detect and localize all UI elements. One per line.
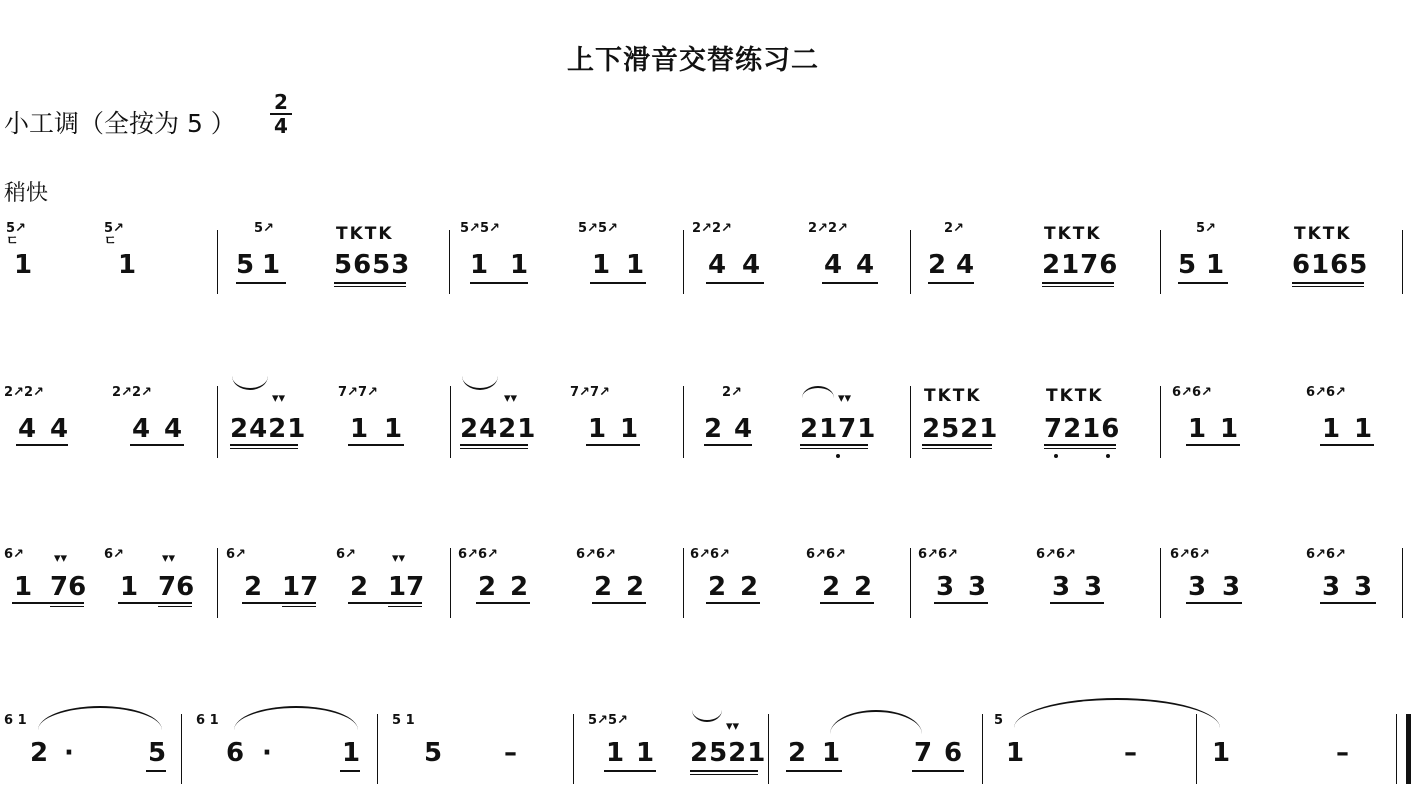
jianpu-note: 1	[384, 414, 403, 444]
jianpu-note: 2	[788, 738, 807, 768]
barline	[217, 386, 218, 458]
jianpu-note: 76	[50, 572, 87, 602]
barline	[1160, 230, 1161, 294]
jianpu-note: 4	[856, 250, 875, 280]
jianpu-note: 2	[244, 572, 263, 602]
jianpu-note: 1	[262, 250, 281, 280]
jianpu-note: 1	[626, 250, 645, 280]
jianpu-note: 2521	[690, 738, 767, 768]
jianpu-note: 1	[1212, 738, 1231, 768]
barline	[449, 230, 450, 294]
underline	[690, 774, 758, 775]
tonguing-mark: TKTK	[924, 386, 982, 406]
jianpu-note: 1	[592, 250, 611, 280]
underline	[1042, 286, 1114, 287]
lower-octave-dot	[1054, 454, 1058, 458]
barline	[1402, 230, 1403, 294]
jianpu-note: 1	[588, 414, 607, 444]
barline	[450, 386, 451, 458]
jianpu-note: 7216	[1044, 414, 1121, 444]
grace-note: 6↗	[336, 547, 356, 562]
jianpu-note: 1	[510, 250, 529, 280]
grace-note: 6↗6↗	[576, 547, 616, 562]
time-sig-bottom: 4	[274, 114, 288, 138]
jianpu-note: 2	[740, 572, 759, 602]
jianpu-note: 1	[1006, 738, 1025, 768]
underline	[704, 444, 752, 446]
grace-note: 6↗	[104, 547, 124, 562]
jianpu-note: 2	[854, 572, 873, 602]
underline	[1292, 282, 1364, 284]
jianpu-note: 4	[742, 250, 761, 280]
barline	[181, 714, 182, 784]
jianpu-note: 3	[968, 572, 987, 602]
underline	[1320, 444, 1374, 446]
lower-octave-dot	[1106, 454, 1110, 458]
underline	[334, 282, 406, 284]
jianpu-note: 5	[236, 250, 255, 280]
underline	[118, 602, 192, 604]
barline	[683, 548, 684, 618]
grace-note: 6↗6↗	[458, 547, 498, 562]
grace-note: 6↗6↗	[1306, 385, 1346, 400]
jianpu-note: 2521	[922, 414, 999, 444]
jianpu-note: 1	[620, 414, 639, 444]
tempo-marking: 稍快	[4, 181, 49, 206]
jianpu-note: 1	[1322, 414, 1341, 444]
underline	[690, 770, 758, 772]
barline	[217, 230, 218, 294]
jianpu-note: 5	[1178, 250, 1197, 280]
underline	[922, 444, 992, 446]
underline	[1178, 282, 1228, 284]
barline	[683, 230, 684, 294]
grace-note: 6↗6↗	[1036, 547, 1076, 562]
accent-mark: ▾▾	[392, 551, 406, 566]
piece-title: 上下滑音交替练习二	[567, 45, 819, 76]
slur-arc	[1014, 698, 1220, 728]
underline	[820, 602, 874, 604]
jianpu-note: 2	[704, 414, 723, 444]
underline	[800, 444, 868, 446]
slur-arc	[38, 706, 162, 730]
jianpu-note: 1	[342, 738, 361, 768]
underline	[934, 602, 988, 604]
jianpu-note: 2	[30, 738, 49, 768]
jianpu-note: 1	[120, 572, 139, 602]
grace-note: 6↗6↗	[1170, 547, 1210, 562]
underline	[1320, 602, 1376, 604]
underline	[1292, 286, 1364, 287]
jianpu-note: 4	[824, 250, 843, 280]
jianpu-note: 1	[350, 414, 369, 444]
grace-note: 5↗ ㄷ	[6, 221, 26, 249]
jianpu-note: 6	[944, 738, 963, 768]
jianpu-note: 4	[956, 250, 975, 280]
jianpu-note: 2	[822, 572, 841, 602]
underline	[922, 448, 992, 449]
grace-note: 6↗	[226, 547, 246, 562]
lower-octave-dot	[836, 454, 840, 458]
barline	[910, 230, 911, 294]
grace-note: 2↗2↗	[692, 221, 732, 236]
accent-mark: ▾▾	[162, 551, 176, 566]
underline	[130, 444, 184, 446]
underline	[230, 448, 298, 449]
underline	[230, 444, 298, 446]
grace-note: 2↗2↗	[808, 221, 848, 236]
grace-note: 6↗6↗	[918, 547, 958, 562]
grace-note: 6↗	[4, 547, 24, 562]
time-signature	[270, 92, 292, 136]
jianpu-note: 6165	[1292, 250, 1369, 280]
underline	[146, 770, 166, 772]
underline	[604, 770, 656, 772]
jianpu-note: 2	[350, 572, 369, 602]
barline	[450, 548, 451, 618]
key-text: 小工调（全按为 5 ）	[4, 109, 236, 138]
jianpu-note: 1	[1206, 250, 1225, 280]
underline	[242, 602, 316, 604]
jianpu-note: 1	[470, 250, 489, 280]
accent-mark: ▾▾	[54, 551, 68, 566]
jianpu-note: 7	[914, 738, 933, 768]
barline	[1196, 714, 1197, 784]
jianpu-note: 2	[594, 572, 613, 602]
grace-note: 6↗6↗	[806, 547, 846, 562]
underline	[1044, 448, 1116, 449]
jianpu-note: 5	[424, 738, 443, 768]
jianpu-note: 4	[132, 414, 151, 444]
accent-mark: ▾▾	[726, 719, 740, 734]
jianpu-note: –	[1124, 738, 1137, 768]
slur-arc	[830, 710, 922, 734]
jianpu-note: 1	[14, 572, 33, 602]
barline	[910, 386, 911, 458]
jianpu-note: 1	[822, 738, 841, 768]
jianpu-note: 2176	[1042, 250, 1119, 280]
slur-arc	[234, 706, 358, 730]
grace-note: 6 1	[196, 713, 219, 728]
jianpu-note: 1	[636, 738, 655, 768]
staff-row-2	[0, 372, 1416, 462]
staff-row-3	[0, 540, 1416, 620]
barline	[910, 548, 911, 618]
jianpu-note: 3	[1354, 572, 1373, 602]
jianpu-note: 4	[50, 414, 69, 444]
barline	[1160, 548, 1161, 618]
barline	[982, 714, 983, 784]
jianpu-note: 1	[14, 250, 33, 280]
underline	[282, 606, 316, 607]
barline	[768, 714, 769, 784]
grace-note: 5↗	[254, 221, 274, 236]
underline	[348, 444, 404, 446]
jianpu-note: 3	[1084, 572, 1103, 602]
grace-note: 6↗6↗	[690, 547, 730, 562]
underline	[12, 602, 84, 604]
jianpu-note: 4	[18, 414, 37, 444]
jianpu-note: 3	[936, 572, 955, 602]
jianpu-note: 6	[226, 738, 245, 768]
underline	[476, 602, 530, 604]
underline	[786, 770, 842, 772]
underline	[590, 282, 646, 284]
jianpu-note: 17	[388, 572, 425, 602]
grace-note: 5 1	[392, 713, 415, 728]
grace-note: 5	[994, 713, 1004, 728]
underline	[460, 444, 528, 446]
jianpu-note: 1	[606, 738, 625, 768]
jianpu-note: 76	[158, 572, 195, 602]
underline	[1044, 444, 1116, 446]
barline	[1402, 548, 1403, 618]
grace-note: 5↗5↗	[578, 221, 618, 236]
underline	[1042, 282, 1114, 284]
jianpu-note: 2	[626, 572, 645, 602]
accent-mark: ▾▾	[272, 391, 286, 406]
barline	[573, 714, 574, 784]
jianpu-note: 3	[1222, 572, 1241, 602]
underline	[1186, 444, 1240, 446]
accent-mark: ▾▾	[504, 391, 518, 406]
grace-note: 5↗5↗	[588, 713, 628, 728]
grace-note: 5↗ ㄷ	[104, 221, 124, 249]
slide-arc	[692, 710, 722, 722]
accent-mark: ▾▾	[838, 391, 852, 406]
jianpu-note: 4	[164, 414, 183, 444]
underline	[348, 602, 422, 604]
staff-row-4	[0, 690, 1416, 786]
underline	[388, 606, 422, 607]
barline	[217, 548, 218, 618]
grace-note: 2↗2↗	[112, 385, 152, 400]
underline	[460, 448, 528, 449]
underline	[236, 282, 286, 284]
grace-note: 7↗7↗	[570, 385, 610, 400]
underline	[1050, 602, 1104, 604]
final-barline-thick	[1406, 714, 1411, 784]
underline	[592, 602, 646, 604]
jianpu-note: 1	[1188, 414, 1207, 444]
jianpu-note: 2	[708, 572, 727, 602]
grace-note: 6 1	[4, 713, 27, 728]
underline	[706, 602, 760, 604]
jianpu-note: 1	[118, 250, 137, 280]
tonguing-mark: TKTK	[1046, 386, 1104, 406]
jianpu-note: 2171	[800, 414, 877, 444]
grace-note: 2↗	[722, 385, 742, 400]
underline	[912, 770, 964, 772]
underline	[50, 606, 84, 607]
slur-arc	[802, 386, 834, 398]
jianpu-note: 1	[1354, 414, 1373, 444]
jianpu-note: 5	[148, 738, 167, 768]
jianpu-note: 2	[928, 250, 947, 280]
slide-arc	[232, 376, 268, 390]
barline	[1160, 386, 1161, 458]
underline	[822, 282, 878, 284]
tonguing-mark: TKTK	[1294, 224, 1352, 244]
jianpu-note: 3	[1322, 572, 1341, 602]
underline	[1186, 602, 1242, 604]
time-sig-top: 2	[274, 90, 288, 114]
grace-note: 5↗5↗	[460, 221, 500, 236]
jianpu-note: –	[504, 738, 517, 768]
underline	[800, 448, 868, 449]
jianpu-note: 4	[708, 250, 727, 280]
underline	[158, 606, 192, 607]
jianpu-note: 4	[734, 414, 753, 444]
grace-note: 5↗	[1196, 221, 1216, 236]
jianpu-note: 17	[282, 572, 319, 602]
grace-note: 6↗6↗	[1172, 385, 1212, 400]
grace-note: 2↗2↗	[4, 385, 44, 400]
key-signature	[4, 104, 236, 140]
final-barline-thin	[1396, 714, 1397, 784]
tonguing-mark: TKTK	[336, 224, 394, 244]
underline	[928, 282, 974, 284]
jianpu-note: ·	[262, 738, 272, 768]
underline	[340, 770, 360, 772]
underline	[16, 444, 68, 446]
jianpu-note: 2421	[460, 414, 537, 444]
underline	[586, 444, 640, 446]
underline	[470, 282, 528, 284]
jianpu-note: 2	[510, 572, 529, 602]
jianpu-note: 2	[478, 572, 497, 602]
grace-note: 7↗7↗	[338, 385, 378, 400]
jianpu-note: 1	[1220, 414, 1239, 444]
grace-note: 2↗	[944, 221, 964, 236]
slide-arc	[462, 376, 498, 390]
jianpu-note: ·	[64, 738, 74, 768]
jianpu-note: 3	[1052, 572, 1071, 602]
tonguing-mark: TKTK	[1044, 224, 1102, 244]
underline	[334, 286, 406, 287]
jianpu-note: 3	[1188, 572, 1207, 602]
staff-row-1	[0, 218, 1416, 298]
barline	[377, 714, 378, 784]
barline	[683, 386, 684, 458]
jianpu-note: –	[1336, 738, 1349, 768]
jianpu-note: 2421	[230, 414, 307, 444]
underline	[706, 282, 764, 284]
jianpu-note: 5653	[334, 250, 411, 280]
grace-note: 6↗6↗	[1306, 547, 1346, 562]
